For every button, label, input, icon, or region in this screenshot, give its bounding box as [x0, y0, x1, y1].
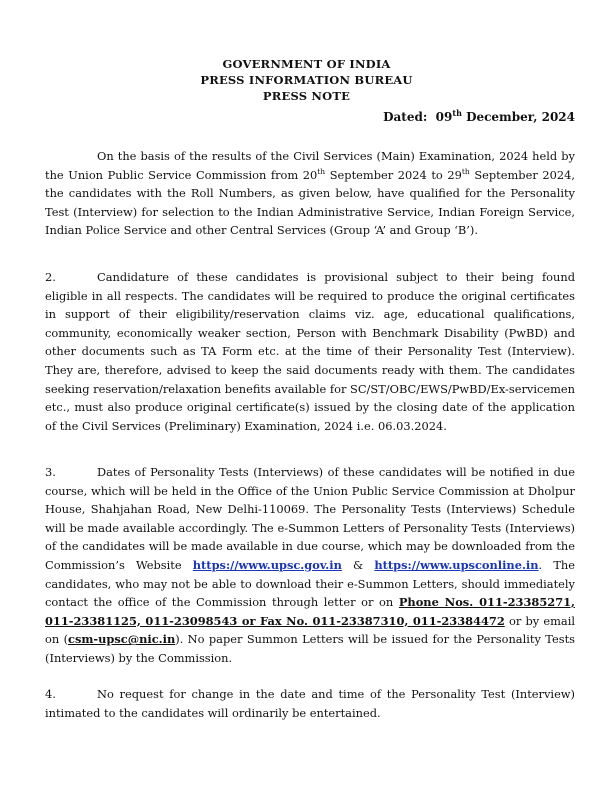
para1-sup-a: th: [317, 166, 326, 176]
para1-text-a: On the basis of the results of the Civil Services (Main) Examination, 2024 held by the Union Public Service Commission from 20: [45, 149, 575, 182]
para4-number: 4.: [45, 687, 56, 701]
header-line-press-note: PRESS NOTE: [262, 89, 351, 103]
date-rest: December, 2024: [466, 110, 575, 124]
para3-ampersand: &: [341, 557, 375, 572]
para2-number: 2.: [45, 270, 56, 284]
phone-fax-numbers: Phone Nos. 011-23385271, 011-23381125, 011-23098543 or Fax No. 011-23387310, 011-23384472: [45, 595, 576, 628]
para3-number: 3.: [45, 465, 56, 479]
paragraph-1: [45, 147, 575, 240]
paragraph-4: [45, 685, 575, 722]
para3-text-b: . The candidates, who may not be able to download their e-Summon Letters, should immediately contact the office of the Commission through letter or on: [45, 557, 576, 610]
date-day: 09: [435, 110, 453, 124]
email-address: csm-upsc@nic.in: [68, 632, 176, 647]
para1-text-c: September 2024, the candidates with the Roll Numbers, as given below, have qualified for the Personality Test (Interview) for selection to the Indian Administrative Service, Indian Foreign Service, Indian Police Service and other Central Services (Group ‘A’ and Group ‘B’).: [45, 167, 575, 238]
header-line-government: GOVERNMENT OF INDIA: [222, 57, 391, 71]
date-day-suffix: th: [452, 108, 462, 118]
date-label: Dated:: [383, 110, 428, 124]
document-header: [0, 56, 613, 104]
para4-text: No request for change in the date and time of the Personality Test (Interview) intimated to the candidates will ordinarily be entertained.: [45, 687, 575, 720]
upsc-gov-link[interactable]: https://www.upsc.gov.in: [192, 557, 342, 572]
para1-sup-b: th: [461, 166, 470, 176]
date-line: [383, 110, 575, 124]
para3-text-c: or by email on (: [45, 613, 575, 647]
para3-text-a: Dates of Personality Tests (Interviews) of these candidates will be notified in due course, which will be held in the Office of the Union Public Service Commission at Dholpur House, Shahjahan Road, New Delhi-110069. The Personality Tests (Interviews) Schedule will be made available accordingly. The e-Summon Letters of Personality Tests (Interviews) of the candidates will be made available in due course, which may be downloaded from the Commission’s Website: [45, 465, 575, 572]
paragraph-3: [45, 463, 575, 668]
para2-text: Candidature of these candidates is provisional subject to their being found eligible in all respects. The candidates will be required to produce the original certificates in support of their eligibility/reservation claims viz. age, educational qualifications, community, economically weaker section, Person with Benchmark Disability (PwBD) and other documents such as TA Form etc. at the time of their Personality Test (Interview). They are, therefore, advised to keep the said documents ready with them. The candidates seeking reservation/relaxation benefits available for SC/ST/OBC/EWS/PwBD/Ex-servicemen etc., must also produce original certificate(s) issued by the closing date of the application of the Civil Services (Preliminary) Examination, 2024 i.e. 06.03.2024.: [45, 270, 575, 433]
paragraph-2: [45, 268, 575, 435]
upsconline-link[interactable]: https://www.upsconline.in: [374, 557, 539, 572]
para3-text-d: ). No paper Summon Letters will be issued for the Personality Tests (Interviews) by the Commission.: [45, 632, 575, 665]
para1-text-b: September 2024 to 29: [325, 167, 462, 182]
header-line-bureau: PRESS INFORMATION BUREAU: [200, 73, 413, 87]
